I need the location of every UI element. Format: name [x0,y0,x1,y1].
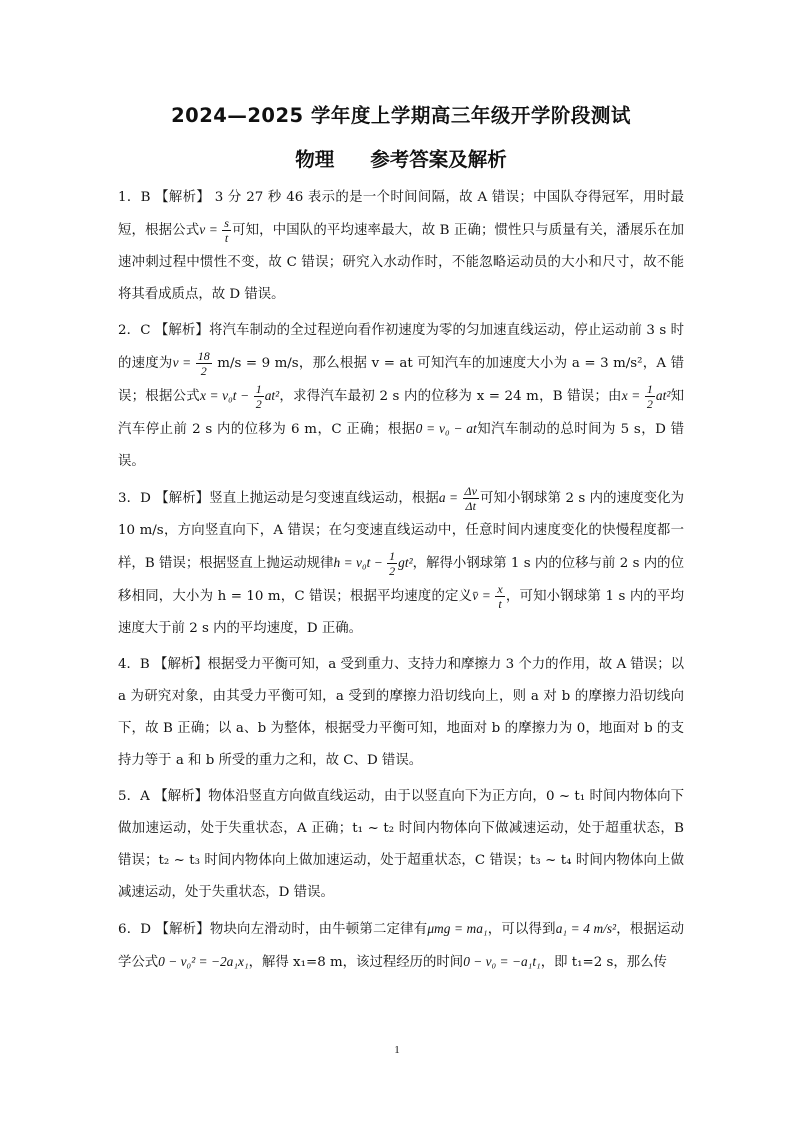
answer-3-text-d: ，可知小钢球第 1 s 内的平均速度大于前 2 s 内的平均速度，D 正确。 [118,589,684,636]
answer-1-head: 1．B 【解析】 [118,190,211,205]
subject-label: 物理 [295,148,335,171]
fraction-denominator: 2 [200,364,207,378]
answer-6 [118,913,684,979]
answer-5-head: 5．A 【解析】 [118,789,209,804]
fraction-half [645,382,655,411]
answer-6-text-e: ，即 t₁=2 s，那么传 [540,955,667,970]
fraction-half [387,549,397,578]
answer-2-head: 2．C 【解析】 [118,323,209,338]
fraction-numerator: x [497,582,503,596]
formula-prefix: x = v₀t − [199,388,253,403]
formula-prefix: v = [172,355,195,370]
answer-6-head: 6．D 【解析】 [118,922,210,937]
formula-suffix: at² [655,388,671,403]
answer-6-text-c: ，根据运动学公式 [118,922,685,970]
fraction-dv-over-dt [463,484,479,513]
fraction-denominator: 2 [389,564,396,578]
fraction-denominator: t [498,597,502,611]
fraction-numerator: 1 [255,382,262,396]
answer-4-text: 根据受力平衡可知，a 受到重力、支持力和摩擦力 3 个力的作用，故 A 错误；以 a 为研究对象，由其受力平衡可知，a 受到的摩擦力沿切线向上，则 a 对 b 的摩擦力沿切线向下，故 B 正确；以 a、b 为整体，根据受力平衡可知，地面对 b 的摩擦力为 0，地面对 b 的支持力等于 a 和 b 所受的重力之和，故 C、D 错误。 [118,657,684,768]
formula-inline: 0 = v₀ − at [415,421,477,436]
fraction-denominator: t [224,231,229,245]
answer-4 [118,649,684,777]
fraction-half [254,382,264,411]
answer-2 [118,315,684,478]
answer-5-text: 物体沿竖直方向做直线运动，由于以竖直向下为正方向，0 ~ t₁ 时间内物体向下做加速运动，处于失重状态，A 正确；t₁ ~ t₂ 时间内物体向下做减速运动，处于超重状态，B 错误；t₂ ~ t₃ 时间内物体向上做加速运动，处于超重状态，C 错误；t₃ ~ t₄ 时间内物体向上做减速运动，处于失重状态，D 错误。 [118,789,684,900]
formula-prefix: v̄ = [472,588,495,603]
formula-prefix: a = [438,490,462,505]
answer-6-text-d: ，解得 x₁=8 m，该过程经历的时间 [248,955,464,970]
formula-inline: a₁ = 4 m/s² [555,921,617,936]
subtitle-label: 参考答案及解析 [370,148,507,171]
answer-6-text-a: 物块向左滑动时，由牛顿第二定律有 [209,922,428,937]
answer-4-head: 4．B 【解析】 [118,657,208,672]
answer-3-text-c: ，解得小钢球第 1 s 内的位移与前 2 s 内的位移相同，大小为 h = 10 m，C 错误；根据平均速度的定义 [118,556,684,604]
page-subtitle [118,144,684,172]
page-title: 2024—2025 学年度上学期高三年级开学阶段测试 [171,104,631,127]
answer-1-text-b: 可知，中国队的平均速率最大，故 B 正确；惯性只与质量有关，潘展乐在加速冲刺过程中惯性不变，故 C 错误；研究入水动作时，不能忽略运动员的大小和尺寸，故不能将其看成质点，故 D 错误。 [118,223,684,302]
formula-equals: = [205,222,222,237]
fraction-numerator: 1 [646,382,653,396]
answer-3 [118,482,684,645]
formula-prefix: h = v₀t − [333,555,387,570]
formula-inline: 0 − v₀ = −a₁t₁ [463,954,541,969]
answer-3-text-b: 可知小钢球第 2 s 内的速度变化为 10 m/s，方向竖直向下，A 错误；在匀变速直线运动中，任意时间内速度变化的快慢程度都一样，B 错误；根据竖直上抛运动规律 [118,491,684,571]
answer-5 [118,781,684,909]
formula-suffix: gt² [398,555,413,570]
fraction-numerator: 18 [197,349,210,363]
answer-2-text-d: 知汽车停止前 2 s 内的位移为 6 m，C 正确；根据 [118,389,684,437]
fraction-s-over-t [222,216,231,245]
fraction-numerator: 1 [389,549,396,563]
fraction-denominator: Δt [465,499,476,513]
fraction-denominator: 2 [646,397,653,411]
answer-1 [118,182,684,311]
answer-2-text-c: ，求得汽车最初 2 s 内的位移为 x = 24 m，B 错误；由 [279,389,622,404]
formula-prefix: x = [621,388,644,403]
answer-2-text-b: m/s = 9 m/s，那么根据 v = at 可知汽车的加速度大小为 a = 3 m/s²，A 错误；根据公式 [118,356,684,404]
formula-suffix: at² [264,388,280,403]
answer-2-text-e: 知汽车制动的总时间为 5 s，D 错误。 [118,422,684,469]
answer-1-text-a: 3 分 27 秒 46 表示的是一个时间间隔，故 A 错误；中国队夺得冠军，用时最短，根据公式 [118,190,684,238]
fraction-denominator: 2 [255,397,262,411]
answer-6-text-b: ，可以得到 [487,922,556,937]
formula-v-symbol: v [199,222,206,237]
formula-inline: μmg = ma₁ [427,921,488,936]
answer-3-head: 3．D 【解析】 [118,491,210,506]
page-number: 1 [394,1044,400,1056]
fraction-numerator: s [224,216,229,230]
answer-3-text-a: 竖直上抛运动是匀变速直线运动，根据 [209,491,439,506]
fraction-x-over-t [495,582,504,611]
answer-2-text-a: 将汽车制动的全过程逆向看作初速度为零的匀加速直线运动，停止运动前 3 s 时的速度为 [118,323,684,371]
fraction-18-over-2 [196,349,212,378]
formula-inline: 0 − v₀² = −2a₁x₁ [158,954,249,969]
fraction-numerator: Δv [464,484,477,498]
